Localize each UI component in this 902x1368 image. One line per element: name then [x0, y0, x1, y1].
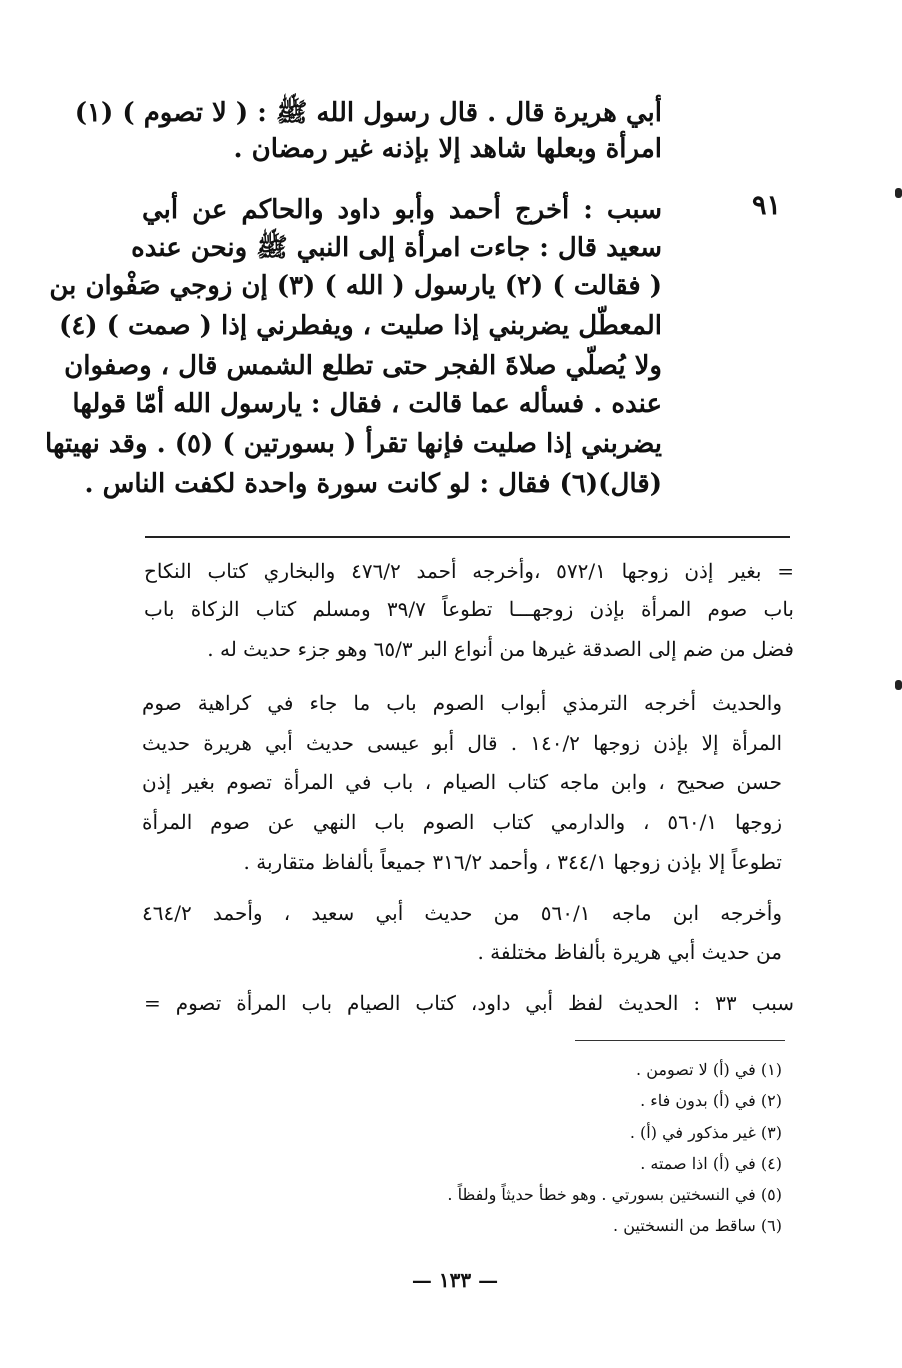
hadith-91-line-5: ولا يُصلّي صلاةَ الفجر حتى تطلع الشمس قال ، وصفوان — [64, 351, 662, 381]
commentary-line: المرأة إلا بإذن زوجها ١٤٠/٢ . قال أبو عيسى حديث أبي هريرة حديث — [142, 731, 782, 755]
scan-edge-mark — [895, 188, 902, 198]
hadith-90-line-1: أبي هريرة قال . قال رسول الله ﷺ : ( لا تصوم ) (١) — [74, 98, 662, 128]
hadith-91-line-4: المعطّل يضربني إذا صليت ، ويفطرني إذا ( صمت ) (٤) — [59, 311, 662, 341]
hadith-91-line-6: عنده . فسأله عما قالت ، فقال : يارسول الله أمّا قولها — [72, 389, 662, 419]
footnote-divider — [575, 1040, 785, 1041]
commentary-line: = بغير إذن زوجها ٥٧٢/١ ،وأخرجه أحمد ٤٧٦/٢ والبخاري كتاب النكاح — [144, 559, 794, 583]
footnote-item: (٢) في (أ) بدون فاء . — [640, 1091, 782, 1110]
scan-edge-mark — [895, 680, 902, 690]
footnote-item: (٦) ساقط من النسختين . — [613, 1216, 782, 1235]
commentary-line: باب صوم المرأة بإذن زوجهـــا تطوعاً ٣٩/٧ ومسلم كتاب الزكاة باب — [144, 597, 794, 621]
page-number: — ١٣٣ — — [411, 1268, 499, 1292]
footnote-item: (٥) في النسختين بسورتي . وهو خطأ حديثاً ولفظاً . — [447, 1185, 782, 1204]
commentary-line: من حديث أبي هريرة بألفاظ مختلفة . — [477, 940, 782, 964]
hadith-91-line-1: سبب : أخرج أحمد وأبو داود والحاكم عن أبي — [142, 195, 662, 225]
commentary-line: وأخرجه ابن ماجه ٥٦٠/١ من حديث أبي سعيد ، وأحمد ٤٦٤/٢ — [142, 901, 782, 925]
commentary-line: تطوعاً إلا بإذن زوجها ٣٤٤/١ ، وأحمد ٣١٦/٢ جميعاً بألفاظ متقاربة . — [243, 850, 782, 874]
hadith-91-line-2: سعيد قال : جاءت امرأة إلى النبي ﷺ ونحن عنده — [131, 233, 662, 263]
hadith-91-line-7: يضربني إذا صليت فإنها تقرأ ( بسورتين ) (٥) . وقد نهيتها — [45, 429, 662, 459]
commentary-line: فضل من ضم إلى الصدقة غيرها من أنواع البر ٦٥/٣ وهو جزء حديث له . — [207, 637, 794, 661]
footnote-item: (١) في (أ) لا تصومن . — [636, 1060, 782, 1079]
hadith-number: ٩١ — [752, 190, 782, 221]
commentary-line: حسن صحيح ، وابن ماجه كتاب الصيام ، باب في المرأة تصوم بغير إذن — [142, 770, 782, 794]
hadith-91-line-8: (قال)(٦) فقال : لو كانت سورة واحدة لكفت الناس . — [84, 469, 662, 499]
footnote-item: (٣) غير مذكور في (أ) . — [629, 1123, 782, 1142]
footnote-item: (٤) في (أ) اذا صمته . — [640, 1154, 782, 1173]
commentary-line: زوجها ٥٦٠/١ ، والدارمي كتاب الصوم باب النهي عن صوم المرأة — [142, 810, 782, 834]
section-divider — [145, 536, 790, 538]
hadith-90-line-2: امرأة وبعلها شاهد إلا بإذنه غير رمضان . — [233, 134, 662, 164]
hadith-91-line-3: ( فقالت ) (٢) يارسول ( الله ) (٣) إن زوجي صَفْوان بن — [49, 271, 662, 301]
commentary-line: سبب ٣٣ : الحديث لفظ أبي داود، كتاب الصيام باب المرأة تصوم = — [144, 991, 794, 1015]
commentary-line: والحديث أخرجه الترمذي أبواب الصوم باب ما جاء في كراهية صوم — [142, 691, 782, 715]
